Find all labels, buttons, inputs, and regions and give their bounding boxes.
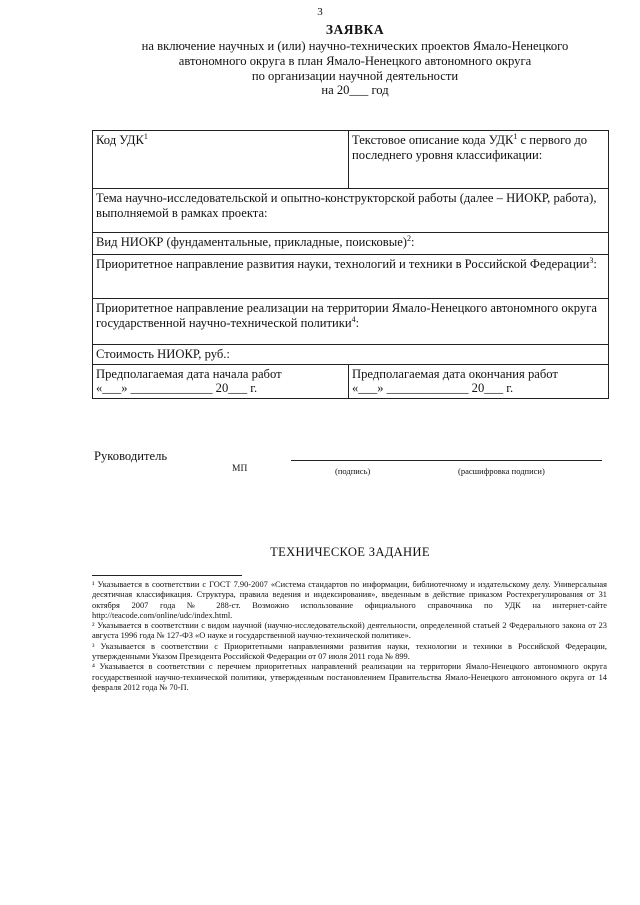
footnote-1: ¹ Указывается в соответствии с ГОСТ 7.90-2007 «Система стандартов по информации, библиотечному и издательскому делу. Универсальная десятичная классификация. Структура, правила ведения и индексирования», введенным в действие приказом Ростехрегулирования от 31 октября 2007 года № 288-ст. Возможно использование официального справочника по УДК на интернет-сайте http://teacode.com/online/udc/index.html. xyxy=(92,580,607,620)
signature-caption: (подпись) xyxy=(335,466,371,476)
heading-line: по организации научной деятельности xyxy=(251,68,459,83)
start-date-label: Предполагаемая дата начала работ xyxy=(96,366,282,381)
heading-line-year: на 20___ год xyxy=(321,83,389,98)
heading-line: на включение научных и (или) научно-технических проектов Ямало-Ненецкого xyxy=(141,39,569,53)
page-number: 3 xyxy=(317,6,323,18)
footnote-ref: 3 xyxy=(589,255,594,265)
udk-code-cell[interactable] xyxy=(93,131,349,189)
footnote-4: ⁴ Указывается в соответствии с перечнем приоритетных направлений реализации на территории Ямало-Ненецкого автономного округа государственной научно-технической политики, утвержденным постановлением Правительства Ямало-Ненецкого автономного округа от 14 февраля 2012 года № 70-П. xyxy=(92,662,607,692)
topic-cell[interactable] xyxy=(93,189,609,233)
form-row-dates xyxy=(93,364,609,398)
form-row-udk xyxy=(93,131,609,189)
heading-line: автономного округа в план Ямало-Ненецкого автономного округа xyxy=(178,53,532,68)
footnote-ref: 1 xyxy=(143,131,148,141)
head-signature-label: Руководитель xyxy=(94,449,168,463)
kind-cell[interactable] xyxy=(93,233,609,255)
footnote-3: ³ Указывается в соответствии с Приоритетными направлениями развития науки, технологии и техники в Российской Федерации, утвержденными Указом Президента Российской Федерации от 07 июля 2011 года № 899. xyxy=(92,641,607,662)
cost-label: Стоимость НИОКР, руб.: xyxy=(96,347,230,361)
signature-line[interactable] xyxy=(291,460,602,461)
end-date-field[interactable]: «___» _____________ 20___ г. xyxy=(352,381,514,395)
topic-label: Тема научно-исследовательской и опытно-конструкторской работы (далее – НИОКР, работа), выполняемой в рамках проекта: xyxy=(96,191,597,220)
start-date-cell[interactable] xyxy=(93,364,349,398)
end-date-cell[interactable] xyxy=(349,364,609,398)
application-form-table xyxy=(92,130,609,399)
tech-task-heading: ТЕХНИЧЕСКОЕ ЗАДАНИЕ xyxy=(270,545,430,559)
footnote-ref: 4 xyxy=(351,314,356,324)
footnote-divider xyxy=(92,575,242,576)
implementation-cell[interactable] xyxy=(93,299,609,345)
decoding-caption: (расшифровка подписи) xyxy=(458,466,545,476)
footnote-ref: 2 xyxy=(406,233,411,243)
kind-label-suffix: : xyxy=(410,235,415,249)
cost-cell[interactable] xyxy=(93,345,609,365)
start-date-field[interactable]: «___» _____________ 20___ г. xyxy=(96,381,258,395)
udk-description-label-cont: с первого до последнего уровня классификации: xyxy=(352,133,588,162)
udk-description-label: Текстовое описание кода УДК xyxy=(352,133,514,147)
form-row-topic xyxy=(93,189,609,233)
footnote-ref: 1 xyxy=(513,131,518,141)
seal-placeholder: МП xyxy=(232,464,248,474)
form-row-cost xyxy=(93,345,609,365)
document-heading xyxy=(60,39,640,98)
implementation-label-suffix: : xyxy=(355,315,360,330)
footnotes xyxy=(92,580,607,693)
footnote-2: ² Указывается в соответствии с видом научной (научно-исследовательской) деятельности, определенной статьей 2 Федерального закона от 23 августа 1996 года № 127-ФЗ «О науке и государственной научно-технической политике». xyxy=(92,621,607,641)
implementation-label: Приоритетное направление реализации на территории Ямало-Ненецкого автономного округа государственной научно-технической политики xyxy=(96,301,597,330)
udk-code-label: Код УДК xyxy=(96,133,144,147)
end-date-label: Предполагаемая дата окончания работ xyxy=(352,366,558,381)
priority-label: Приоритетное направление развития науки, технологий и техники в Российской Федерации xyxy=(96,257,590,271)
priority-cell[interactable] xyxy=(93,255,609,299)
form-row-priority xyxy=(93,255,609,299)
document-title: ЗАЯВКА xyxy=(325,22,385,37)
udk-description-cell[interactable] xyxy=(349,131,609,189)
priority-label-suffix: : xyxy=(593,257,597,271)
form-row-kind xyxy=(93,233,609,255)
kind-label: Вид НИОКР (фундаментальные, прикладные, поисковые) xyxy=(96,235,407,249)
form-row-implementation xyxy=(93,299,609,345)
